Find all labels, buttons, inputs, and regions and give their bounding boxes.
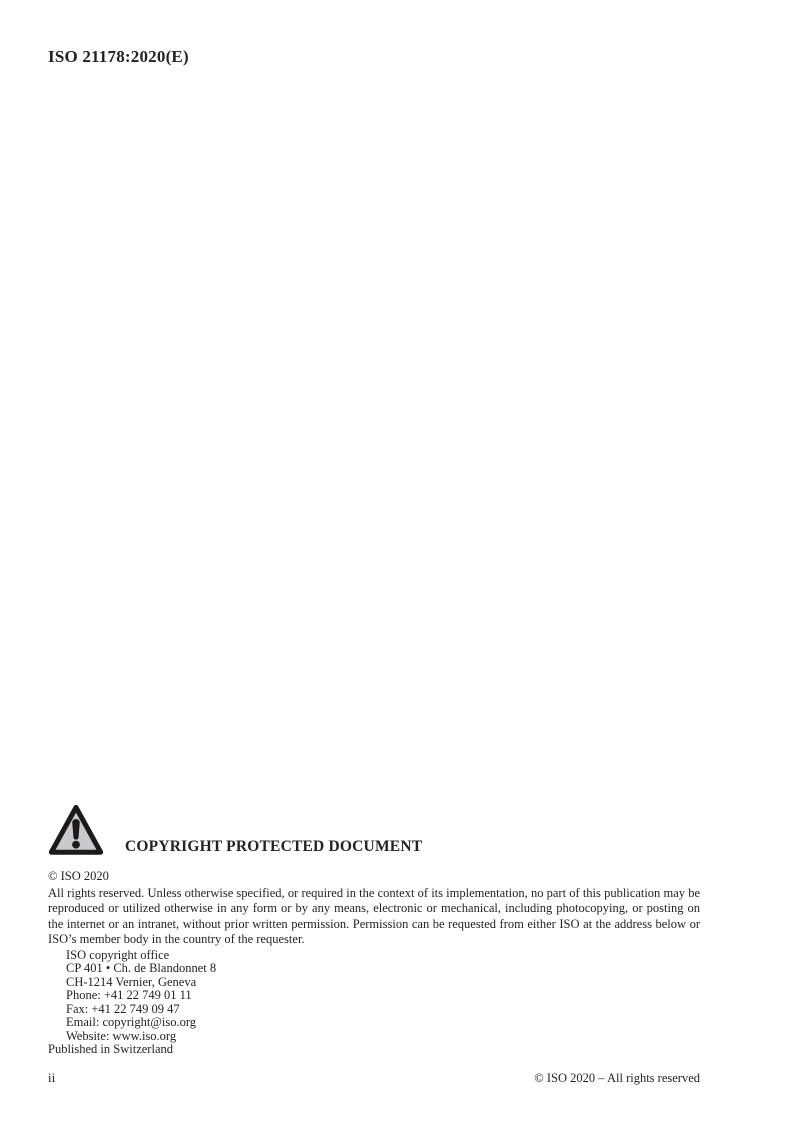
- address-line: Phone: +41 22 749 01 11: [66, 988, 192, 1003]
- copyright-body-paragraph: All rights reserved. Unless otherwise specified, or required in the context of its implementation, no part of this publication may be reproduced or utilized otherwise in any form or by any means, electronic or mechanical, including photocopying, or posting on the internet or an intranet, without prior written permission. Permission can be requested from either ISO at the address below or ISO’s member body in the country of the requester.: [48, 886, 700, 947]
- copyright-protected-heading: COPYRIGHT PROTECTED DOCUMENT: [125, 838, 423, 855]
- page-number: ii: [48, 1070, 56, 1085]
- address-line: Website: www.iso.org: [66, 1028, 177, 1043]
- warning-triangle-icon: [48, 803, 104, 860]
- address-line: ISO copyright office: [66, 947, 170, 962]
- address-line: Fax: +41 22 749 09 47: [66, 1001, 180, 1016]
- address-line: CP 401 • Ch. de Blandonnet 8: [66, 961, 217, 976]
- copyright-section: [48, 803, 700, 1057]
- iso-address-block: [66, 949, 700, 1044]
- footer-copyright: © ISO 2020 – All rights reserved: [534, 1071, 700, 1085]
- copyright-notice-header: [48, 803, 700, 860]
- address-line: CH-1214 Vernier, Geneva: [66, 974, 197, 989]
- copyright-year-line: © ISO 2020: [48, 869, 109, 883]
- published-line: Published in Switzerland: [48, 1042, 173, 1057]
- address-line: Email: copyright@iso.org: [66, 1015, 197, 1030]
- document-reference-header: ISO 21178:2020(E): [48, 47, 189, 66]
